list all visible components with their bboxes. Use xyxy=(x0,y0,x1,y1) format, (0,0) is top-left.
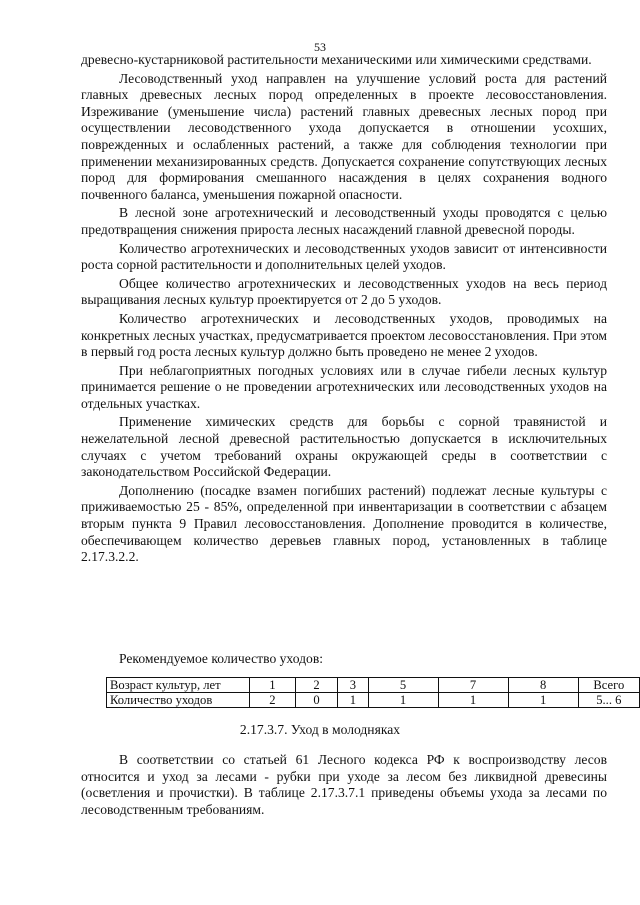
table-header-cell: 8 xyxy=(508,678,578,693)
body-text-top xyxy=(81,52,607,566)
paragraph: Общее количество агротехнических и лесоводственных уходов на весь период выращивания лесных культур проектируется от 2 до 5 уходов. xyxy=(81,275,607,308)
table-header-cell: Всего xyxy=(578,678,639,693)
section-heading: 2.17.3.7. Уход в молодняках xyxy=(239,722,401,737)
page-number: 53 xyxy=(314,40,326,54)
table-row xyxy=(107,678,640,693)
table-header-cell: 5 xyxy=(368,678,438,693)
table-cell: 1 xyxy=(438,693,508,708)
table-header-cell: 7 xyxy=(438,678,508,693)
paragraph: Лесоводственный уход направлен на улучшение условий роста для растений главных древесных лесных пород определенных в проекте лесовосстановления. Изреживание (уменьшение числа) растений главных древесных лесных пород при осуществлении лесоводственного ухода допускается в отношении усохших, поврежденных и ослабленных растений, а также для соблюдения технологии при применении механизированных средств. Допускается сохранение сопутствующих лесных пород для формирования смешанного насаждения в целях сохранения водного почвенного баланса, уменьшения пожарной опасности. xyxy=(81,70,607,202)
paragraph: В соответствии со статьей 61 Лесного кодекса РФ к воспроизводству лесов относится и уход за лесами - рубки при уходе за лесом без ликвидной древесины (осветления и прочистки). В таблице 2.17.3.7.1 приведены объемы ухода за лесами по лесоводственным требованиям. xyxy=(81,752,607,817)
body-text-bottom xyxy=(81,752,607,818)
table-cell: 0 xyxy=(295,693,337,708)
table-cell: 2 xyxy=(249,693,295,708)
paragraph: При неблагоприятных погодных условиях или в случае гибели лесных культур принимается решение о не проведении агротехнических или лесоводственных уходов на отдельных участках. xyxy=(81,362,607,411)
table-cell: 1 xyxy=(338,693,368,708)
table-row xyxy=(107,693,640,708)
table-header-cell: 2 xyxy=(295,678,337,693)
paragraph: Применение химических средств для борьбы с сорной травянистой и нежелательной лесной древесной растительностью допускается в исключительных случаях с учетом требований охраны окружающей среды в соответствии с законодательством Российской Федерации. xyxy=(81,414,607,480)
table-row-label: Количество уходов xyxy=(107,693,250,708)
care-count-table xyxy=(106,677,640,708)
paragraph: Дополнению (посадке взамен погибших растений) подлежат лесные культуры с приживаемостью 25 - 85%, определенной при инвентаризации в соответствии с абзацем вторым пункта 9 Правил лесовосстановления. Дополнение проводится в количестве, обеспечивающем количество деревьев главных пород, установленных в таблице 2.17.3.2.2. xyxy=(81,482,607,565)
table-header-label: Возраст культур, лет xyxy=(107,678,250,693)
table-cell: 1 xyxy=(368,693,438,708)
recommended-care-label: Рекомендуемое количество уходов: xyxy=(119,651,324,666)
paragraph: древесно-кустарниковой растительности механическими или химическими средствами. xyxy=(81,52,592,67)
paragraph: Количество агротехнических и лесоводственных уходов, проводимых на конкретных лесных участках, предусматривается проектом лесовосстановления. При этом в первый год роста лесных культур должно быть проведено не менее 2 уходов. xyxy=(81,310,607,360)
table-cell: 5... 6 xyxy=(578,693,639,708)
paragraph: В лесной зоне агротехнический и лесоводственный уходы проводятся с целью предотвращения снижения прироста лесных насаждений главной древесной породы. xyxy=(81,205,607,237)
table-cell: 1 xyxy=(508,693,578,708)
paragraph: Количество агротехнических и лесоводственных уходов зависит от интенсивности роста сорной растительности и дополнительных целей уходов. xyxy=(81,240,607,273)
table-header-cell: 3 xyxy=(338,678,368,693)
table-header-cell: 1 xyxy=(249,678,295,693)
